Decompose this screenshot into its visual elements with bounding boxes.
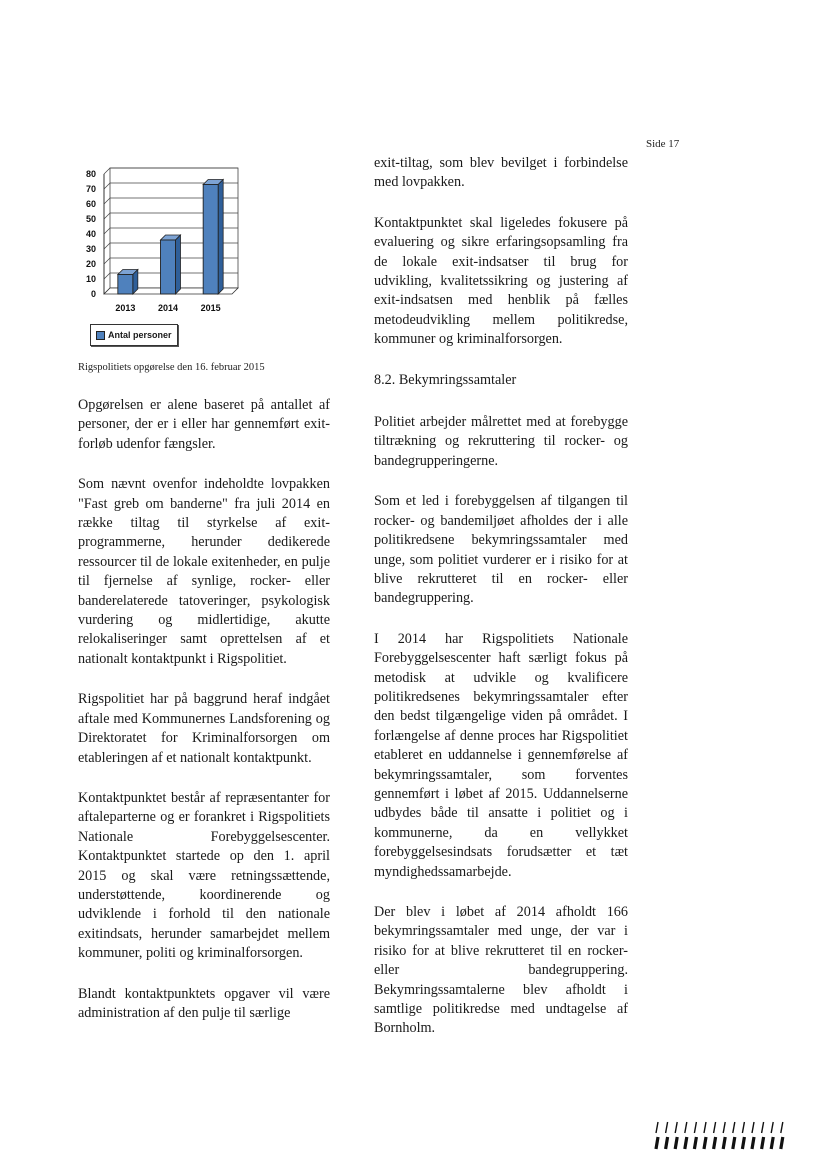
barcode-stroke — [771, 1137, 773, 1149]
grid-diagonal — [104, 258, 110, 264]
y-tick-label: 60 — [85, 199, 96, 209]
barcode-stroke — [771, 1122, 773, 1133]
right-column — [374, 154, 628, 1060]
barcode-stroke — [723, 1137, 725, 1149]
barcode-stroke — [714, 1122, 716, 1133]
section-heading: 8.2. Bekymringssamtaler — [374, 371, 517, 388]
barcode-stroke — [656, 1122, 658, 1133]
barcode-stroke — [714, 1137, 716, 1149]
barcode-stroke — [675, 1122, 677, 1133]
x-tick-label: 2014 — [157, 303, 179, 313]
y-tick-label: 70 — [85, 184, 96, 194]
barcode-stroke — [752, 1137, 754, 1149]
page-number: Side 17 — [646, 138, 680, 150]
legend-label: Antal personer — [108, 330, 172, 340]
barcode-stroke — [704, 1137, 706, 1149]
x-tick-label: 2013 — [115, 303, 136, 313]
barcode-stroke — [781, 1122, 783, 1133]
bar-chart — [74, 160, 254, 360]
barcode-stroke — [704, 1122, 706, 1133]
x-tick-label: 2015 — [200, 303, 221, 313]
barcode-stroke — [694, 1137, 696, 1149]
chart-legend — [90, 324, 178, 346]
left-paragraph-3: Rigspolitiet har på baggrund heraf indgået aftale med Kommunernes Landsforening og Direktoratet for Kriminalforsorgen om etableringen af et nationalt kontaktpunkt. — [78, 691, 330, 766]
barcode-stroke — [675, 1137, 677, 1149]
barcode-stroke — [666, 1137, 668, 1149]
figure-caption: Rigspolitiets opgørelse den 16. februar 2015 — [78, 362, 265, 373]
bar-side — [176, 235, 181, 294]
right-paragraph-3: Politiet arbejder målrettet med at forebygge tiltrækning og rekruttering til rocker- og bandegrupperingerne. — [374, 414, 628, 469]
barcode-stroke — [742, 1122, 744, 1133]
y-tick-label: 20 — [85, 259, 96, 269]
grid-diagonal — [104, 228, 110, 234]
right-paragraph-6: Der blev i løbet af 2014 afholdt 166 bekymringssamtaler med unge, der var i risiko for at blive rekrutteret til en rocker- eller bandegruppering. Bekymringssamtalerne blev afholdt i samtlige politikredse med undtagelse af Bornholm. — [374, 904, 628, 1037]
barcode-stroke — [656, 1137, 658, 1149]
grid-diagonal — [104, 168, 110, 174]
barcode-stroke — [666, 1122, 668, 1133]
legend-swatch — [96, 331, 105, 340]
barcode-stroke — [685, 1122, 687, 1133]
left-paragraph-5: Blandt kontaktpunktets opgaver vil være administration af den pulje til særlige — [78, 985, 330, 1021]
left-paragraph-4: Kontaktpunktet består af repræsentanter for aftaleparterne og er forankret i Rigspolitiets Nationale Forebyggelsescenter. Kontaktpunktet startede op den 1. april 2015 og skal være retningssættende, understøttende, koordinerende og udviklende i forhold til den nationale exitindsats, herunder samarbejdet mellem kommuner, politi og kriminalforsorgen. — [78, 789, 330, 962]
y-tick-label: 80 — [85, 169, 96, 179]
y-tick-label: 40 — [85, 229, 96, 239]
barcode-stroke — [742, 1137, 744, 1149]
right-paragraph-4: Som et led i forebyggelsen af tilgangen til rocker- og bandemiljøet afholdes der i alle politikredsene bekymringssamtaler med unge, som politiet vurderer er i risiko for at blive rekrutteret til en rocker- eller bandegruppering. — [374, 493, 628, 607]
barcode-stroke — [762, 1137, 764, 1149]
y-tick-label: 0 — [90, 289, 96, 299]
right-paragraph-5: I 2014 har Rigspolitiets Nationale Forebyggelsescenter haft særligt fokus på metodisk at udvikle og kvalificere politikredsenes bekymringssamtaler efter den bedst tilgængelige viden på området. I forlængelse af denne proces har Rigspolitiet etableret en uddannelse i gennemførelse af bekymringssamtaler, som forventes gennemført i løbet af 2015. Uddannelserne udbydes både til ansatte i politiet og i kommunerne, da en vellykket forebyggelsesindsats forudsætter et tæt myndighedssamarbejde. — [374, 630, 628, 880]
grid-diagonal — [104, 273, 110, 279]
grid-diagonal — [104, 243, 110, 249]
left-paragraph-2: Som nævnt ovenfor indeholdte lovpakken "Fast greb om banderne" fra juli 2014 en række tiltag til styrkelse af exit-programmerne, herunder dedikerede ressourcer til de lokale exitenheder, en pulje til fjernelse af synlige, rocker- eller banderelaterede tatoveringer, psykologisk vurdering og midlertidige, akutte relokaliseringer samt oprettelsen af et nationalt kontaktpunkt i Rigspolitiet. — [78, 476, 330, 667]
barcode-stroke — [685, 1137, 687, 1149]
barcode-mark — [652, 1118, 788, 1152]
barcode-stroke — [752, 1122, 754, 1133]
barcode-stroke — [694, 1122, 696, 1133]
bar — [161, 240, 176, 294]
y-tick-label: 30 — [85, 244, 96, 254]
bar — [203, 185, 218, 295]
barcode-stroke — [723, 1122, 725, 1133]
grid-diagonal — [104, 213, 110, 219]
right-paragraph-1: exit-tiltag, som blev bevilget i forbindelse med lovpakken. — [374, 155, 628, 191]
barcode-stroke — [781, 1137, 783, 1149]
y-tick-label: 50 — [85, 214, 96, 224]
right-paragraph-2: Kontaktpunktet skal ligeledes fokusere på evaluering og sikre erfaringsopsamling fra de lokale exit-indsatser til brug for udvikling, kvalitetssikring og justering af exit-indsatsen med henblik på fælles metodeudvikling mellem politikredse, kommuner og kriminalforsorgen. — [374, 214, 628, 348]
bar — [118, 275, 133, 295]
grid-diagonal — [104, 198, 110, 204]
left-paragraph-1: Opgørelsen er alene baseret på antallet af personer, der er i eller har gennemført exit-forløb udenfor fængsler. — [78, 397, 330, 452]
y-tick-label: 10 — [85, 274, 96, 284]
barcode-stroke — [733, 1137, 735, 1149]
barcode-stroke — [762, 1122, 764, 1133]
left-column — [78, 396, 330, 1044]
bar-side — [218, 180, 223, 295]
barcode-stroke — [733, 1122, 735, 1133]
grid-diagonal — [104, 183, 110, 189]
